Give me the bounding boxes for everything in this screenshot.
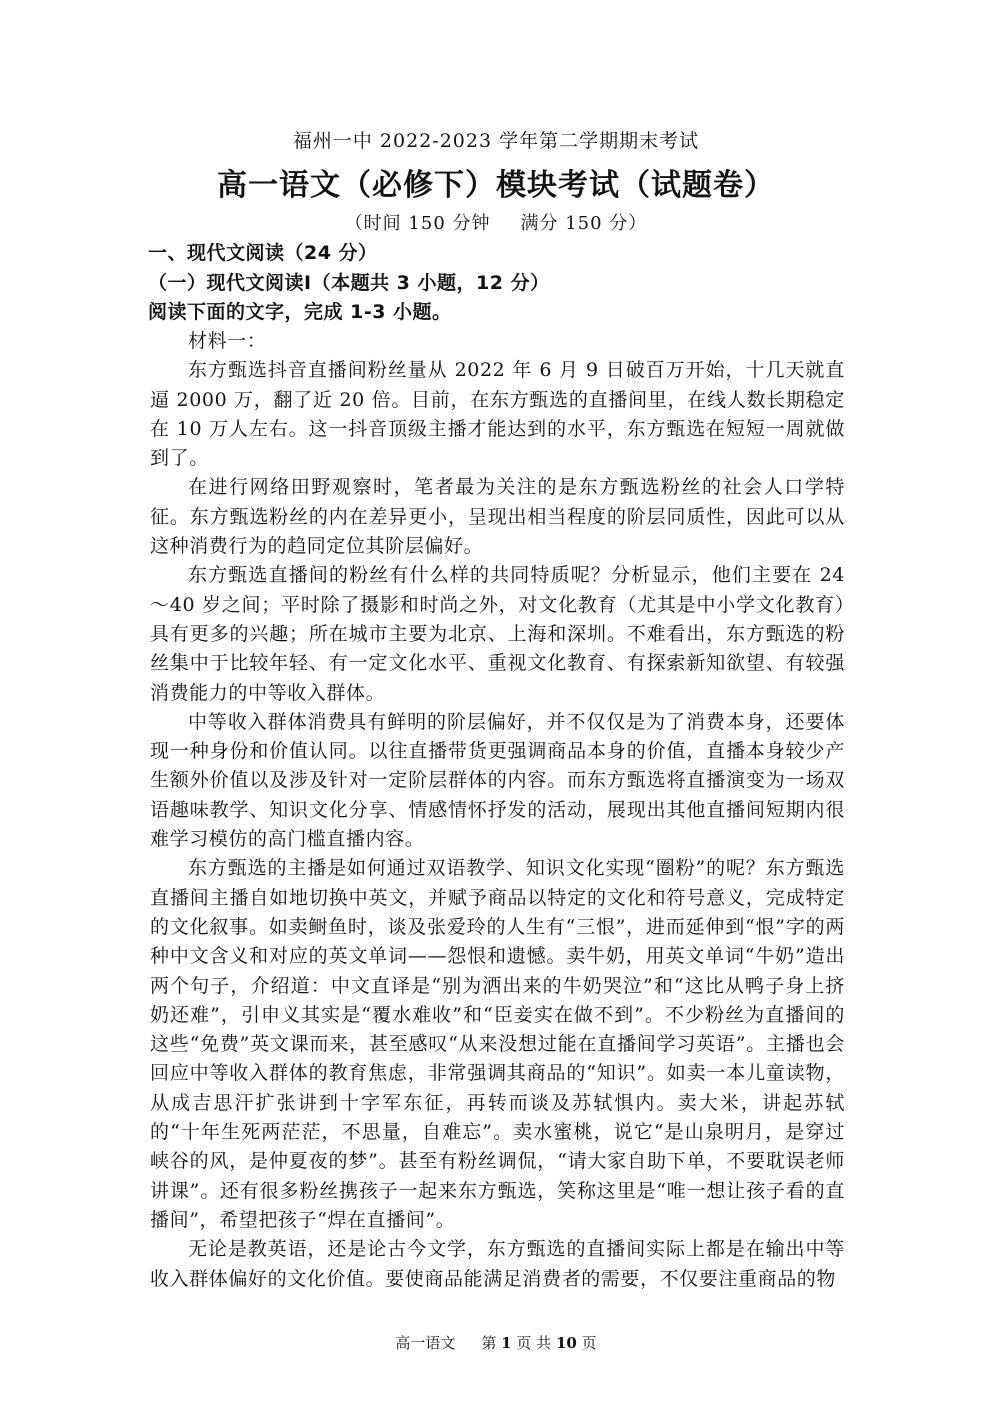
footer-page-middle: 页 共 <box>516 1334 552 1352</box>
sub-section-heading: （一）现代文阅读Ⅰ（本题共 3 小题，12 分） <box>148 272 550 294</box>
passage-paragraph: 无论是教英语，还是论古今文学，东方甄选的直播间实际上都是在输出中等收入群体偏好的文化价值。要使商品能满足消费者的需要，不仅要注重商品的物 <box>150 1238 845 1290</box>
footer-page-suffix: 页 <box>581 1334 597 1352</box>
footer-subject: 高一语文 <box>395 1334 456 1352</box>
reading-instruction: 阅读下面的文字，完成 1-3 小题。 <box>148 301 452 323</box>
page-title: 高一语文（必修下）模块考试（试题卷） <box>217 168 775 203</box>
passage-paragraph: 中等收入群体消费具有鲜明的阶层偏好，并不仅仅是为了消费本身，还要体现一种身份和价值认同。以往直播带货更强调商品本身的价值，直播本身较少产生额外价值以及涉及针对一定阶层群体的内容。而东方甄选将直播演变为一场双语趣味教学、知识文化分享、情感情怀抒发的活动，展现出其他直播间短期内很难学习模仿的高门槛直播内容。 <box>150 710 845 851</box>
material-label: 材料一： <box>188 330 267 352</box>
reading-passage <box>150 327 845 1294</box>
score-label: 满分 150 分） <box>520 213 648 234</box>
footer-total-pages: 10 <box>555 1334 577 1352</box>
time-score-line <box>0 209 992 235</box>
time-label: （时间 150 分钟 <box>344 213 491 234</box>
page-footer <box>0 1332 992 1353</box>
passage-paragraph: 东方甄选直播间的粉丝有什么样的共同特质呢？分析显示，他们主要在 24～40 岁之间；平时除了摄影和时尚之外，对文化教育（尤其是中小学文化教育）具有更多的兴趣；所在城市主要为北京、上海和深圳。不难看出，东方甄选的粉丝集中于比较年轻、有一定文化水平、重视文化教育、有探索新知欲望、有较强消费能力的中等收入群体。 <box>150 564 845 704</box>
passage-paragraph: 东方甄选抖音直播间粉丝量从 2022 年 6 月 9 日破百万开始，十几天就直逼 2000 万，翻了近 20 倍。目前，在东方甄选的直播间里，在线人数长期稳定在 10 万人左右。这一抖音顶级主播才能达到的水平，东方甄选在短短一周就做到了。 <box>150 359 845 470</box>
section-heading: 一、现代文阅读（24 分） <box>148 242 378 264</box>
footer-page-prefix: 第 <box>481 1334 497 1352</box>
passage-paragraph: 东方甄选的主播是如何通过双语教学、知识文化实现“圈粉”的呢？东方甄选直播间主播自如地切换中英文，并赋予商品以特定的文化和符号意义，完成特定的文化叙事。如卖鲥鱼时，谈及张爱玲的人生有“三恨”，进而延伸到“恨”字的两种中文含义和对应的英文单词——怨恨和遗憾。卖牛奶，用英文单词“牛奶”造出两个句子，介绍道：中文直译是“别为洒出来的牛奶哭泣”和“这比从鸭子身上挤奶还难”，引申义其实是“覆水难收”和“臣妾实在做不到”。不少粉丝为直播间的这些“免费”英文课而来，甚至感叹“从来没想过能在直播间学习英语”。主播也会回应中等收入群体的教育焦虑，非常强调其商品的“知识”。如卖一本儿童读物，从成吉思汗扩张讲到十字军东征，再转而谈及苏轼惧内。卖大米，讲起苏轼的“十年生死两茫茫，不思量，自难忘”。卖水蜜桃，说它“是山泉明月，是穿过峡谷的风，是仲夏夜的梦”。甚至有粉丝调侃，“请大家自助下单，不要耽误老师讲课”。还有很多粉丝携孩子一起来东方甄选，笑称这里是“唯一想让孩子看的直播间”，希望把孩子“焊在直播间”。 <box>150 857 845 1231</box>
school-exam-line: 福州一中 2022-2023 学年第二学期期末考试 <box>292 130 700 152</box>
footer-page-number: 1 <box>501 1334 512 1352</box>
passage-paragraph: 在进行网络田野观察时，笔者最为关注的是东方甄选粉丝的社会人口学特征。东方甄选粉丝的内在差异更小，呈现出相当程度的阶层同质性，因此可以从这种消费行为的趋同定位其阶层偏好。 <box>150 476 845 558</box>
